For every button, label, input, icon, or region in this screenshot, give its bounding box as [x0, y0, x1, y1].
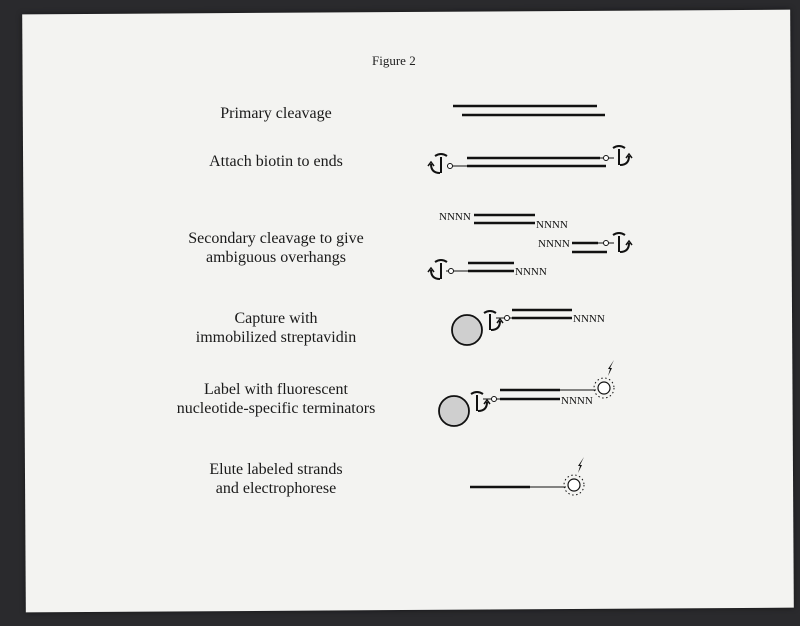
- biotin-anchor-icon: [613, 146, 632, 165]
- fluorescent-label-icon: [594, 360, 614, 398]
- overhang-text: NNNN: [439, 211, 471, 223]
- fluorescent-label-icon: [564, 457, 584, 495]
- overhang-text: NNNN: [536, 219, 568, 231]
- primary-cleavage-duplex: [453, 106, 605, 115]
- step-label-line: ambiguous overhangs: [206, 249, 346, 266]
- overhang-text: NNNN: [561, 395, 593, 407]
- step-label-line: Capture with: [234, 310, 318, 327]
- streptavidin-bead-icon: [439, 396, 469, 426]
- biotin-anchor-icon: [613, 233, 632, 252]
- labeled-captured-fragment: [439, 360, 614, 426]
- step-label-line: nucleotide-specific terminators: [176, 400, 376, 417]
- step-label-line: Secondary cleavage to give: [188, 230, 364, 247]
- eluted-labeled-strand: [470, 457, 584, 495]
- step-label-line: and electrophorese: [215, 480, 337, 497]
- captured-fragment: [452, 310, 605, 345]
- biotin-anchor-icon: [428, 260, 447, 279]
- secondary-cleavage-fragments: [428, 211, 632, 279]
- overhang-text: NNNN: [538, 238, 570, 250]
- biotinylated-duplex: [428, 146, 632, 173]
- biotin-anchor-icon: [471, 392, 490, 411]
- step-label-line: Elute labeled strands: [209, 461, 343, 478]
- figure-title: Figure 2: [372, 53, 416, 68]
- step-label-line: Attach biotin to ends: [209, 153, 343, 170]
- step-label-line: Primary cleavage: [220, 105, 332, 122]
- overhang-text: NNNN: [515, 266, 547, 278]
- overhang-text: NNNN: [573, 313, 605, 325]
- step-label-line: Label with fluorescent: [204, 381, 348, 398]
- step-label-line: immobilized streptavidin: [195, 329, 357, 346]
- streptavidin-bead-icon: [452, 315, 482, 345]
- biotin-anchor-icon: [484, 311, 503, 330]
- biotin-anchor-icon: [428, 154, 447, 173]
